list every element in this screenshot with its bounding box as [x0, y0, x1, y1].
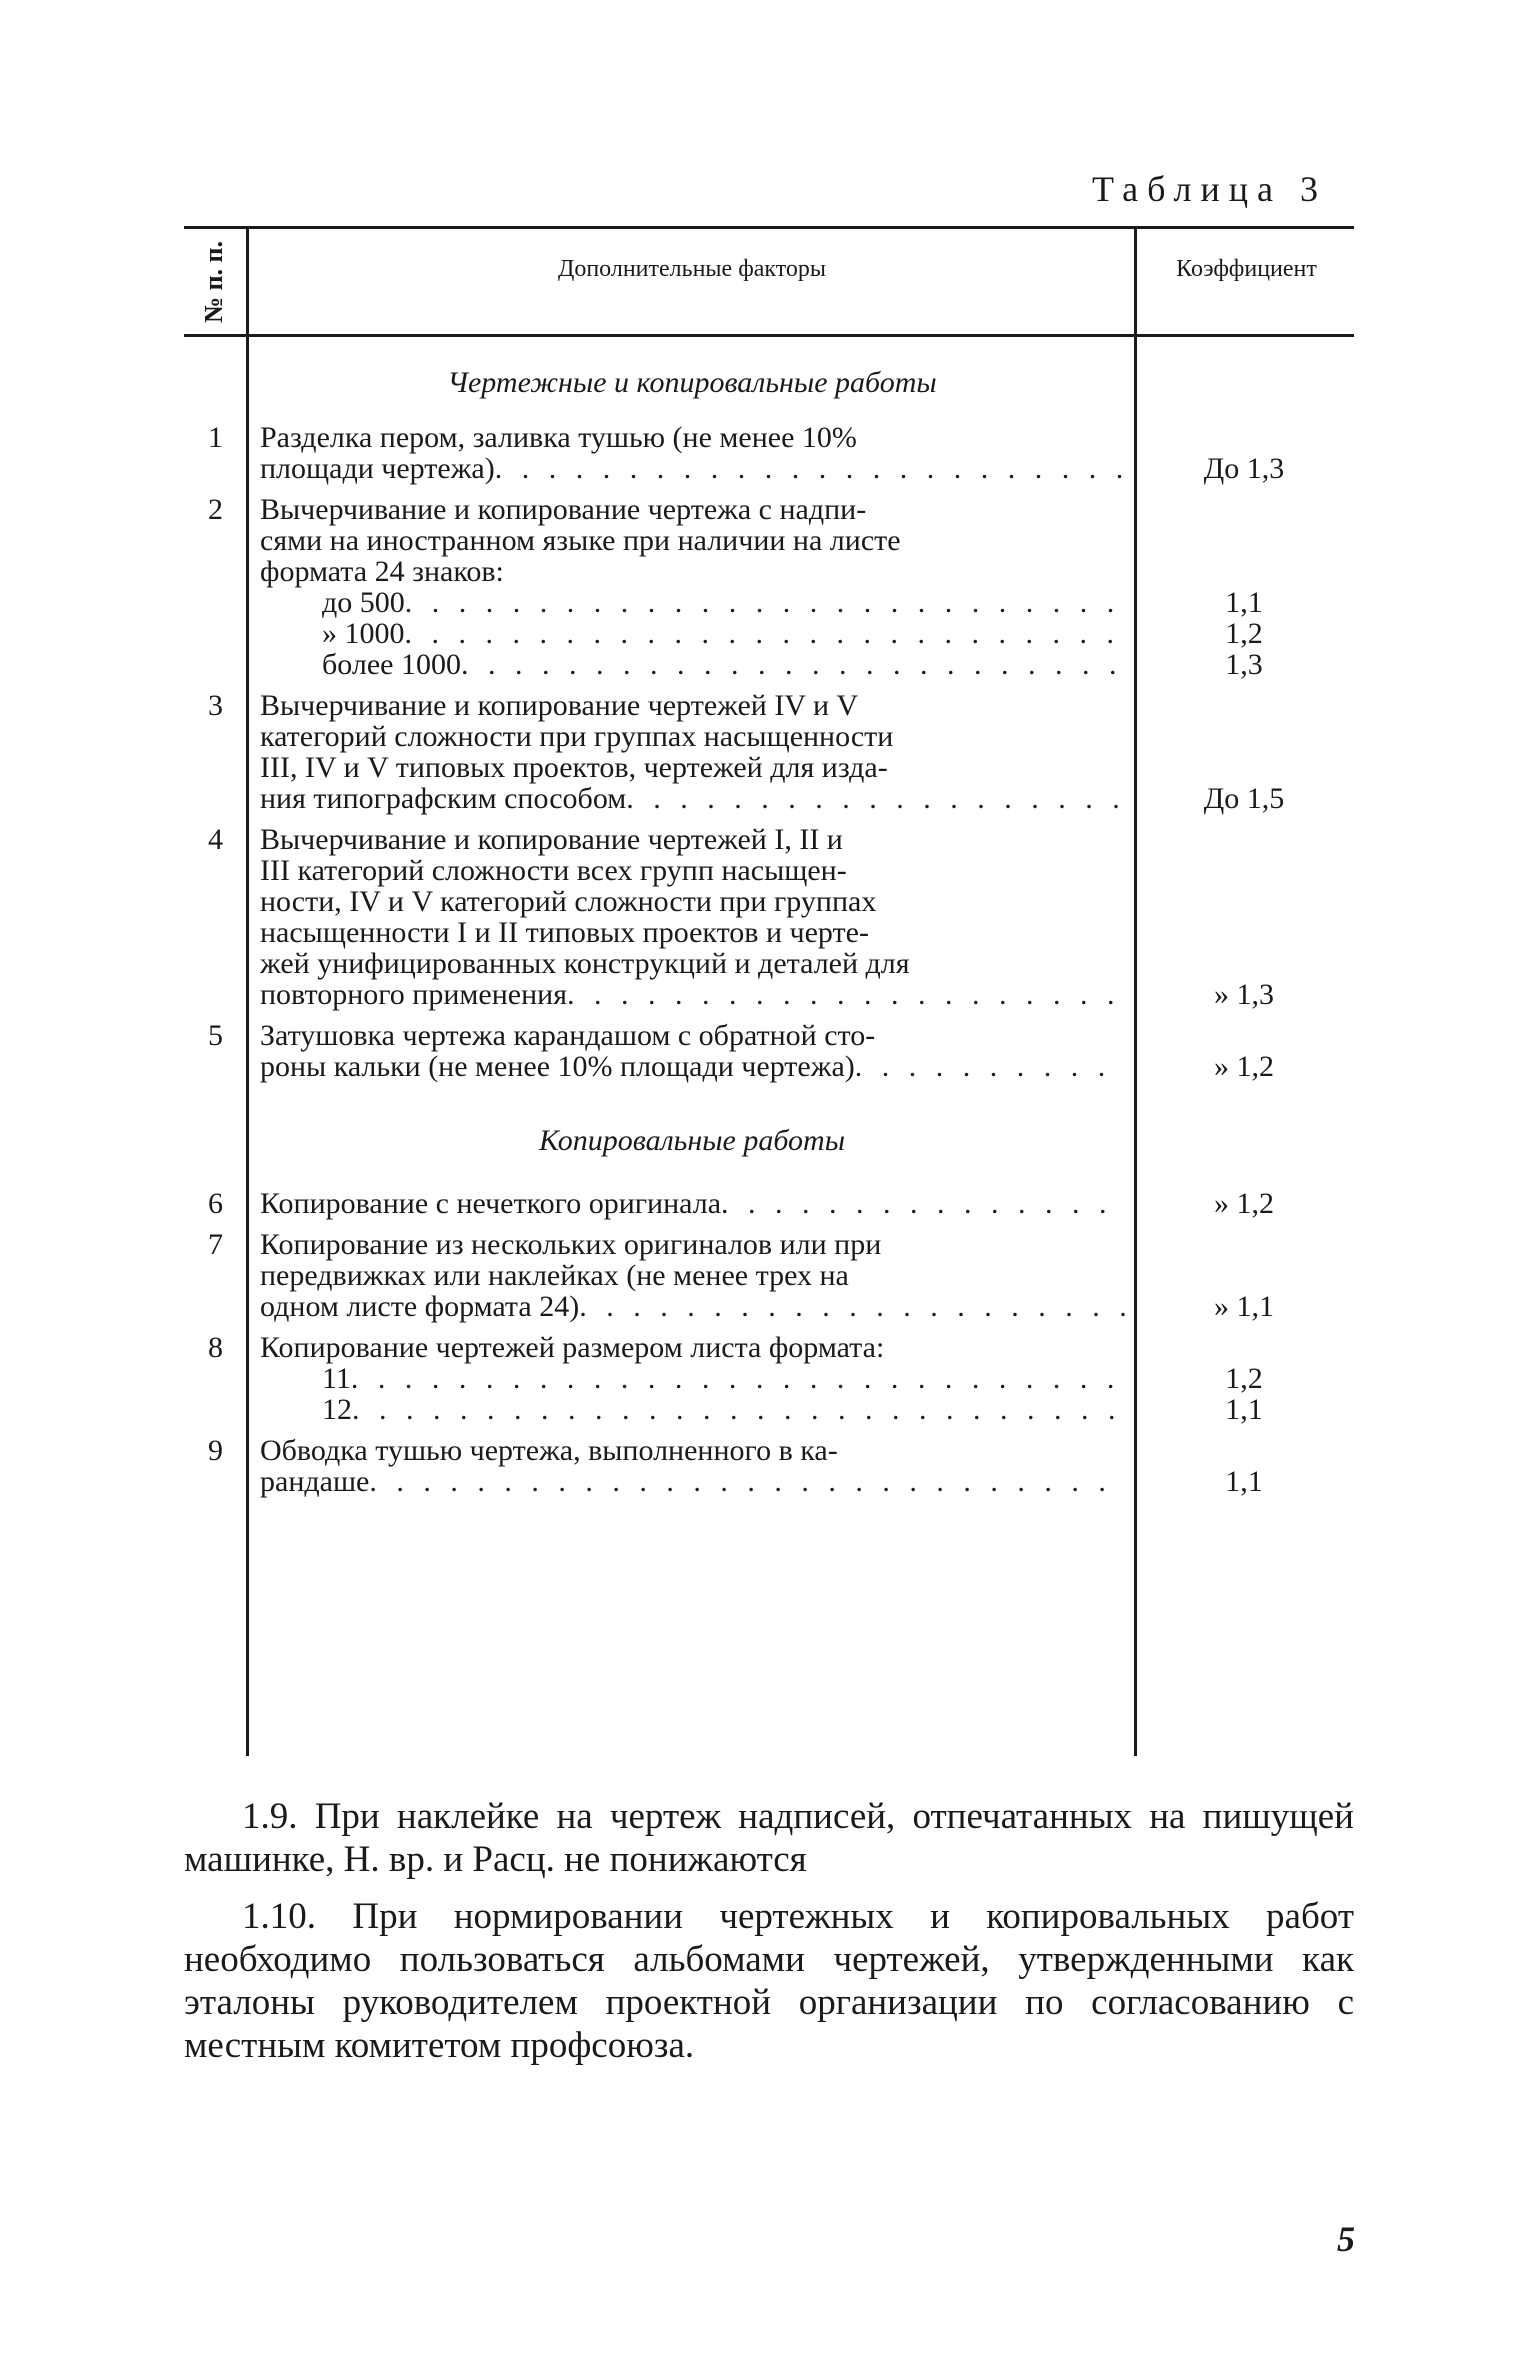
coefficient-value: 1,1: [1225, 1465, 1263, 1498]
coefficient-value: До 1,3: [1203, 452, 1285, 485]
description-line: Копирование чертежей размером листа формата:: [260, 1331, 885, 1364]
row-description: [246, 494, 1134, 680]
table-title: Таблица 3: [1092, 169, 1327, 209]
table-row: [184, 422, 1354, 484]
description-line: сями на иностранном языке при наличии на листе: [260, 524, 901, 557]
row-number: 7: [208, 1228, 223, 1261]
description-line: Затушовка чертежа карандашом с обратной сто-: [260, 1019, 876, 1052]
table-row: [184, 1435, 1354, 1497]
description-line: Копирование из нескольких оригиналов или при: [260, 1228, 882, 1261]
row-coefficient: [1134, 494, 1354, 680]
table-row: [184, 1229, 1354, 1322]
dot-leader: [405, 618, 1127, 649]
description-line: III категорий сложности всех групп насыщен-: [260, 854, 847, 887]
row-number: 9: [208, 1434, 223, 1467]
table-row: [184, 1188, 1354, 1219]
coefficient-value: 1,3: [1225, 648, 1263, 681]
row-coefficient: [1134, 1229, 1354, 1322]
row-coefficient: [1134, 1020, 1354, 1082]
sub-item: » 1000: [322, 617, 405, 650]
dot-leader: [855, 1051, 1126, 1082]
description-line: рандаше: [260, 1465, 370, 1498]
paragraph-1-10: 1.10. При нормировании чертежных и копировальных работ необходимо пользоваться альбомами чертежей, утвержденными как эталоны руководителем проектной организации по согласованию с местным комитетом профсоюза.: [184, 1896, 1354, 2066]
page-number: 5: [1337, 2219, 1355, 2259]
row-coefficient: [1134, 1435, 1354, 1497]
row-description: [246, 1435, 1134, 1497]
dot-leader: [579, 1291, 1126, 1322]
row-description: [246, 1229, 1134, 1322]
coefficient-value: » 1,1: [1214, 1290, 1274, 1323]
description-line: Копирование с нечеткого оригинала: [260, 1187, 722, 1220]
row-description: [246, 1188, 1134, 1219]
row-description: [246, 1020, 1134, 1082]
coefficient-value: До 1,5: [1203, 782, 1285, 815]
paragraph-1-9: 1.9. При наклейке на чертеж надписей, отпечатанных на пишущей машинке, Н. вр. и Расц. не понижаются: [184, 1796, 1354, 1880]
row-number: 1: [208, 421, 223, 454]
header-num-label: № п. п.: [199, 240, 228, 324]
sub-item: более 1000: [322, 648, 461, 681]
description-line: одном листе формата 24): [260, 1290, 580, 1323]
table-row: [184, 1020, 1354, 1082]
description-line: Вычерчивание и копирование чертежей IV и V: [260, 689, 859, 722]
sub-item: 11: [322, 1362, 351, 1395]
dot-leader: [351, 1363, 1126, 1394]
row-number: 5: [208, 1019, 223, 1052]
header-num: [188, 236, 240, 328]
description-line: формата 24 знаков:: [260, 555, 504, 588]
description-line: III, IV и V типовых проектов, чертежей для изда-: [260, 751, 888, 784]
description-line: Обводка тушью чертежа, выполненного в ка-: [260, 1434, 838, 1467]
description-line: категорий сложности при группах насыщенности: [260, 720, 894, 753]
coefficient-table: [184, 226, 1354, 1758]
row-number: 4: [208, 823, 223, 856]
description-line: жей унифицированных конструкций и деталей для: [260, 947, 910, 980]
coefficient-value: » 1,2: [1214, 1187, 1274, 1220]
row-coefficient: [1134, 1332, 1354, 1425]
coefficient-value: 1,1: [1225, 1393, 1263, 1426]
row-coefficient: [1134, 690, 1354, 814]
row-coefficient: [1134, 1188, 1354, 1219]
description-line: насыщенности I и II типовых проектов и черте-: [260, 916, 869, 949]
description-line: Разделка пером, заливка тушью (не менее 10%: [260, 421, 857, 454]
dot-leader: [405, 587, 1126, 618]
description-line: передвижках или наклейках (не менее трех на: [260, 1259, 849, 1292]
table-row: [184, 824, 1354, 1010]
row-description: [246, 824, 1134, 1010]
section-title: Копировальные работы: [538, 1124, 846, 1157]
dot-leader: [495, 453, 1126, 484]
description-line: ности, IV и V категорий сложности при группах: [260, 885, 877, 918]
row-number: 6: [208, 1187, 223, 1220]
dot-leader: [721, 1188, 1126, 1219]
description-line: Вычерчивание и копирование чертежей I, II и: [260, 823, 843, 856]
table-row: [184, 1332, 1354, 1425]
row-description: [246, 1332, 1134, 1425]
header-coefficient: Коэффициент: [1176, 256, 1317, 282]
table-top-rule: [184, 226, 1354, 229]
dot-leader: [369, 1466, 1126, 1497]
dot-leader: [567, 979, 1126, 1010]
description-line: ния типографским способом: [260, 782, 627, 815]
row-number: 2: [208, 493, 223, 526]
row-coefficient: [1134, 824, 1354, 1010]
dot-leader: [461, 649, 1126, 680]
description-line: площади чертежа): [260, 452, 495, 485]
header-factors: Дополнительные факторы: [557, 256, 827, 282]
dot-leader: [352, 1394, 1126, 1425]
sub-item: до 500: [322, 586, 405, 619]
row-number: 3: [208, 689, 223, 722]
coefficient-value: » 1,3: [1214, 978, 1274, 1011]
table-header-rule: [184, 334, 1354, 337]
row-description: [246, 690, 1134, 814]
row-coefficient: [1134, 422, 1354, 484]
row-description: [246, 422, 1134, 484]
description-line: повторного применения: [260, 978, 567, 1011]
coefficient-value: 1,1: [1225, 586, 1263, 619]
table-row: [184, 494, 1354, 680]
description-line: роны кальки (не менее 10% площади чертежа): [260, 1050, 855, 1083]
row-number: 8: [208, 1331, 223, 1364]
description-line: Вычерчивание и копирование чертежа с надпи-: [260, 493, 867, 526]
table-row: [184, 690, 1354, 814]
section-title: Чертежные и копировальные работы: [447, 366, 937, 399]
dot-leader: [626, 783, 1126, 814]
coefficient-value: » 1,2: [1214, 1050, 1274, 1083]
table-body: [184, 344, 1354, 1507]
coefficient-value: 1,2: [1225, 617, 1263, 650]
coefficient-value: 1,2: [1225, 1362, 1263, 1395]
sub-item: 12: [322, 1393, 352, 1426]
